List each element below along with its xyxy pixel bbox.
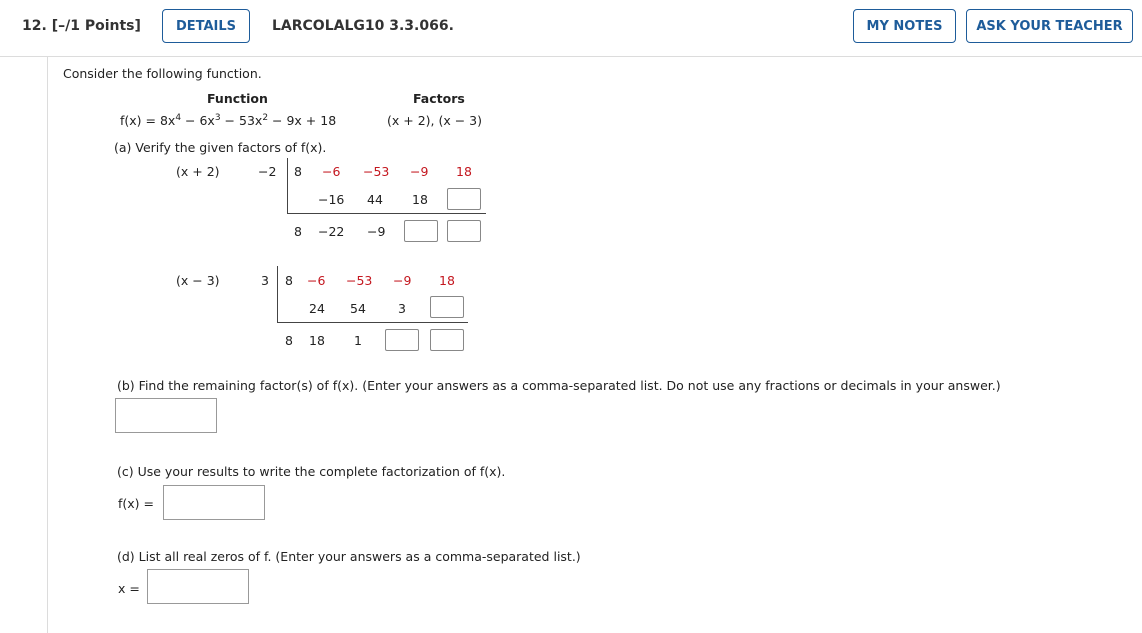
details-button[interactable]: DETAILS (162, 9, 250, 43)
division2-remainder-answer-box[interactable] (430, 329, 464, 351)
part-d-label: x = (118, 581, 140, 596)
division2-coef: 8 (285, 273, 293, 288)
function-expression: $f(x) = 8x^4 - 6x^3 - 53x^2 - 9x + 18$ (120, 113, 337, 129)
division2-bottom: 8 (285, 333, 293, 348)
division1-bottom: −22 (318, 224, 345, 239)
division1-coef: −6 (322, 164, 341, 179)
part-d-answer-input[interactable] (147, 569, 249, 604)
part-b-answer-input[interactable] (115, 398, 217, 433)
division1-middle: 18 (412, 192, 428, 207)
division2-middle: 24 (309, 301, 325, 316)
division1-horizontal-bar (287, 213, 486, 214)
part-c-prompt: (c) Use your results to write the complete factorization of f(x). (117, 464, 506, 479)
division1-middle: −16 (318, 192, 345, 207)
division2-bottom-answer-box[interactable] (385, 329, 419, 351)
division1-factor-label: (x + 2) (176, 164, 220, 179)
division1-vertical-bar (287, 158, 288, 214)
division2-coef: −6 (307, 273, 326, 288)
division2-middle: 3 (398, 301, 406, 316)
division2-divisor: 3 (261, 273, 269, 288)
division2-vertical-bar (277, 266, 278, 323)
division1-divisor: −2 (258, 164, 277, 179)
points-label: [–/1 Points] (51, 18, 141, 34)
division2-middle-answer-box[interactable] (430, 296, 464, 318)
part-d-prompt: (d) List all real zeros of f. (Enter your answers as a comma-separated list.) (117, 549, 581, 564)
question-number: 12. [–/1 Points] (22, 18, 141, 34)
part-a-prompt: (a) Verify the given factors of f(x). (114, 140, 327, 155)
factors-header: Factors (413, 91, 465, 106)
division2-coef: −9 (393, 273, 412, 288)
division1-bottom: 8 (294, 224, 302, 239)
division1-remainder-answer-box[interactable] (447, 220, 481, 242)
part-b-prompt: (b) Find the remaining factor(s) of f(x). (Enter your answers as a comma-separated list. Do not use any fractions or decimals in your answer.) (117, 378, 1001, 393)
division1-middle-answer-box[interactable] (447, 188, 481, 210)
factors-list: (x + 2), (x − 3) (387, 113, 482, 128)
content-left-border (47, 57, 48, 633)
division1-coef: −9 (410, 164, 429, 179)
division1-coef: −53 (363, 164, 390, 179)
division2-factor-label: (x − 3) (176, 273, 220, 288)
ask-teacher-button[interactable]: ASK YOUR TEACHER (966, 9, 1133, 43)
division1-coef: 18 (456, 164, 472, 179)
division2-bottom: 18 (309, 333, 325, 348)
division1-coef: 8 (294, 164, 302, 179)
division1-middle: 44 (367, 192, 383, 207)
function-header: Function (207, 91, 268, 106)
question-header (0, 0, 1142, 57)
part-c-label: f(x) = (118, 496, 154, 511)
division1-bottom: −9 (367, 224, 386, 239)
division2-coef: 18 (439, 273, 455, 288)
division2-bottom: 1 (354, 333, 362, 348)
division1-bottom-answer-box[interactable] (404, 220, 438, 242)
part-c-answer-input[interactable] (163, 485, 265, 520)
division2-horizontal-bar (277, 322, 468, 323)
division2-middle: 54 (350, 301, 366, 316)
division2-coef: −53 (346, 273, 373, 288)
my-notes-button[interactable]: MY NOTES (853, 9, 956, 43)
question-id: LARCOLALG10 3.3.066. (272, 18, 454, 34)
intro-text: Consider the following function. (63, 66, 262, 81)
